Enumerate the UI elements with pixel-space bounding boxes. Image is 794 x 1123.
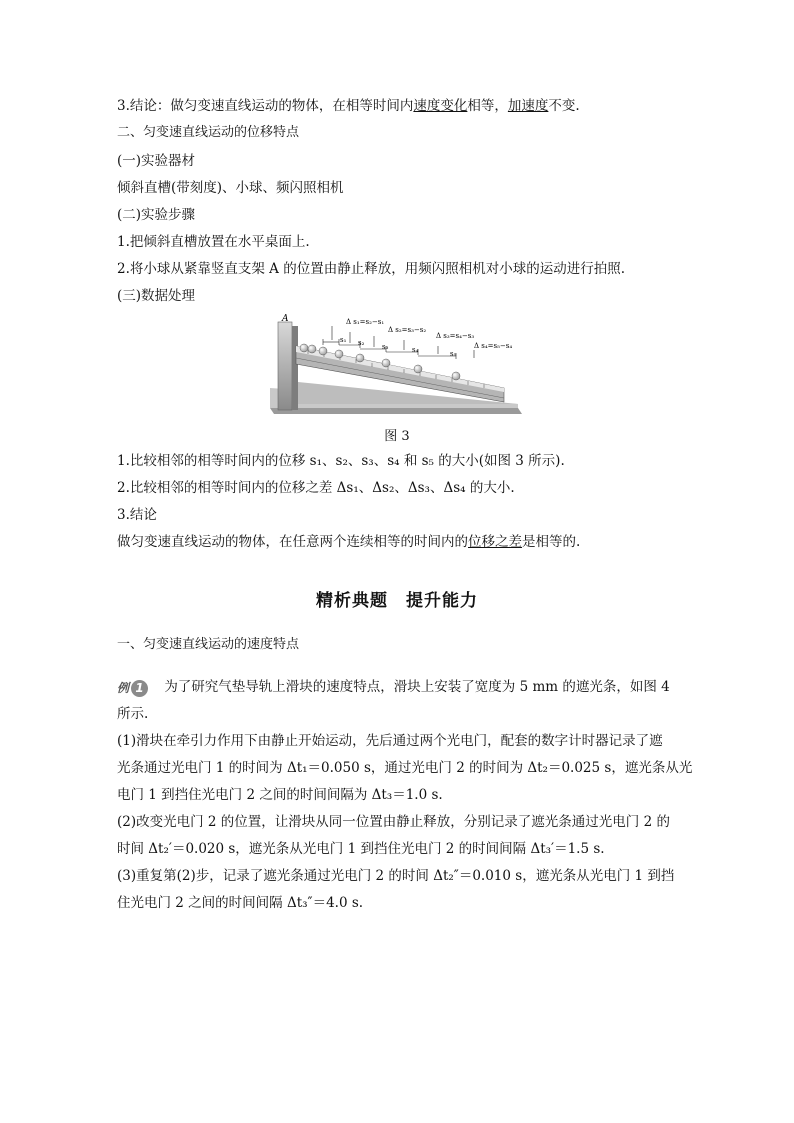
part2-line1: (2)改变光电门 2 的位置，让滑块从同一位置由静止释放，分别记录了遮光条通过光电门 2 的 [117,814,670,830]
part1-line2: 光条通过光电门 1 的时间为 Δt₁＝0.050 s，通过光电门 2 的时间为 Δt₂＝0.025 s，遮光条从光 [117,760,693,776]
part1-line3: 电门 1 到挡住光电门 2 之间的时间间隔为 Δt₃＝1.0 s. [117,787,443,803]
data-processing-title: (三)数据处理 [117,288,196,304]
part3-line2: 住光电门 2 之间的时间间隔 Δt₃″＝4.0 s. [117,895,364,911]
processing-2: 2.比较相邻的相等时间内的位移之差 Δs₁、Δs₂、Δs₃、Δs₄ 的大小. [117,480,515,496]
section-title-velocity: 一、匀变速直线运动的速度特点 [117,637,300,652]
example-intro-line [117,677,682,698]
example-number: 1 [131,680,148,697]
conclusion-text: 相等， [467,98,508,114]
s1-label: s₁ [340,336,347,344]
conclusion-text: 3.结论：做匀变速直线运动的物体，在相等时间内 [117,98,414,114]
underlined-term: 位移之差 [468,534,522,550]
incline-illustration [268,312,530,416]
figure-caption: 图 3 [384,429,410,444]
equipment-title: (一)实验器材 [117,153,196,169]
underlined-term: 加速度 [507,98,549,114]
part1-line1: (1)滑块在牵引力作用下由静止开始运动，先后通过两个光电门，配套的数字计时器记录了遮 [117,733,663,749]
step-1: 1.把倾斜直槽放置在水平桌面上. [117,234,310,250]
step-2: 2.将小球从紧靠竖直支架 A 的位置由静止释放，用频闪照相机对小球的运动进行拍照. [117,261,626,277]
steps-title: (二)实验步骤 [117,207,196,223]
conclusion-text: 做匀变速直线运动的物体，在任意两个连续相等的时间内的 [117,534,468,550]
support-label-a: A [282,314,289,324]
delta-s4-label: Δ s₄=s₅−s₄ [474,342,513,350]
processing-1: 1.比较相邻的相等时间内的位移 s₁、s₂、s₃、s₄ 和 s₅ 的大小(如图 3 所示). [117,453,565,469]
delta-s1-label: Δ s₁=s₂−s₁ [346,318,385,326]
section-heading: 精析典题 提升能力 [316,591,478,611]
s3-label: s₃ [382,343,389,351]
figure-3-incline-apparatus [268,312,530,416]
part3-line1: (3)重复第(2)步，记录了遮光条通过光电门 2 的时间 Δt₂″＝0.010 s，遮光条从光电门 1 到挡 [117,868,675,884]
s5-label: s₅ [450,350,457,358]
conclusion-text: 不变. [548,98,580,114]
processing-3: 3.结论 [117,507,157,523]
underlined-term: 速度变化 [413,98,468,114]
conclusion-text: 是相等的. [522,534,581,550]
example-badge [117,678,148,698]
conclusion-2 [117,532,682,552]
delta-s3-label: Δ s₃=s₄−s₃ [436,332,475,340]
example-text: 为了研究气垫导轨上滑块的速度特点，滑块上安装了宽度为 5 mm 的遮光条，如图 4 [164,679,670,695]
conclusion-line [117,96,682,116]
example-label: 例 [117,680,130,695]
s4-label: s₄ [412,346,419,354]
s2-label: s₂ [358,339,365,347]
example-text-cont: 所示. [117,706,149,722]
equipment-text: 倾斜直槽(带刻度)、小球、频闪照相机 [117,180,344,196]
section-title-displacement: 二、匀变速直线运动的位移特点 [117,125,300,140]
part2-line2: 时间 Δt₂′＝0.020 s，遮光条从光电门 1 到挡住光电门 2 的时间间隔 Δt₃′＝1.5 s. [117,841,605,857]
delta-s2-label: Δ s₂=s₃−s₂ [388,326,427,334]
